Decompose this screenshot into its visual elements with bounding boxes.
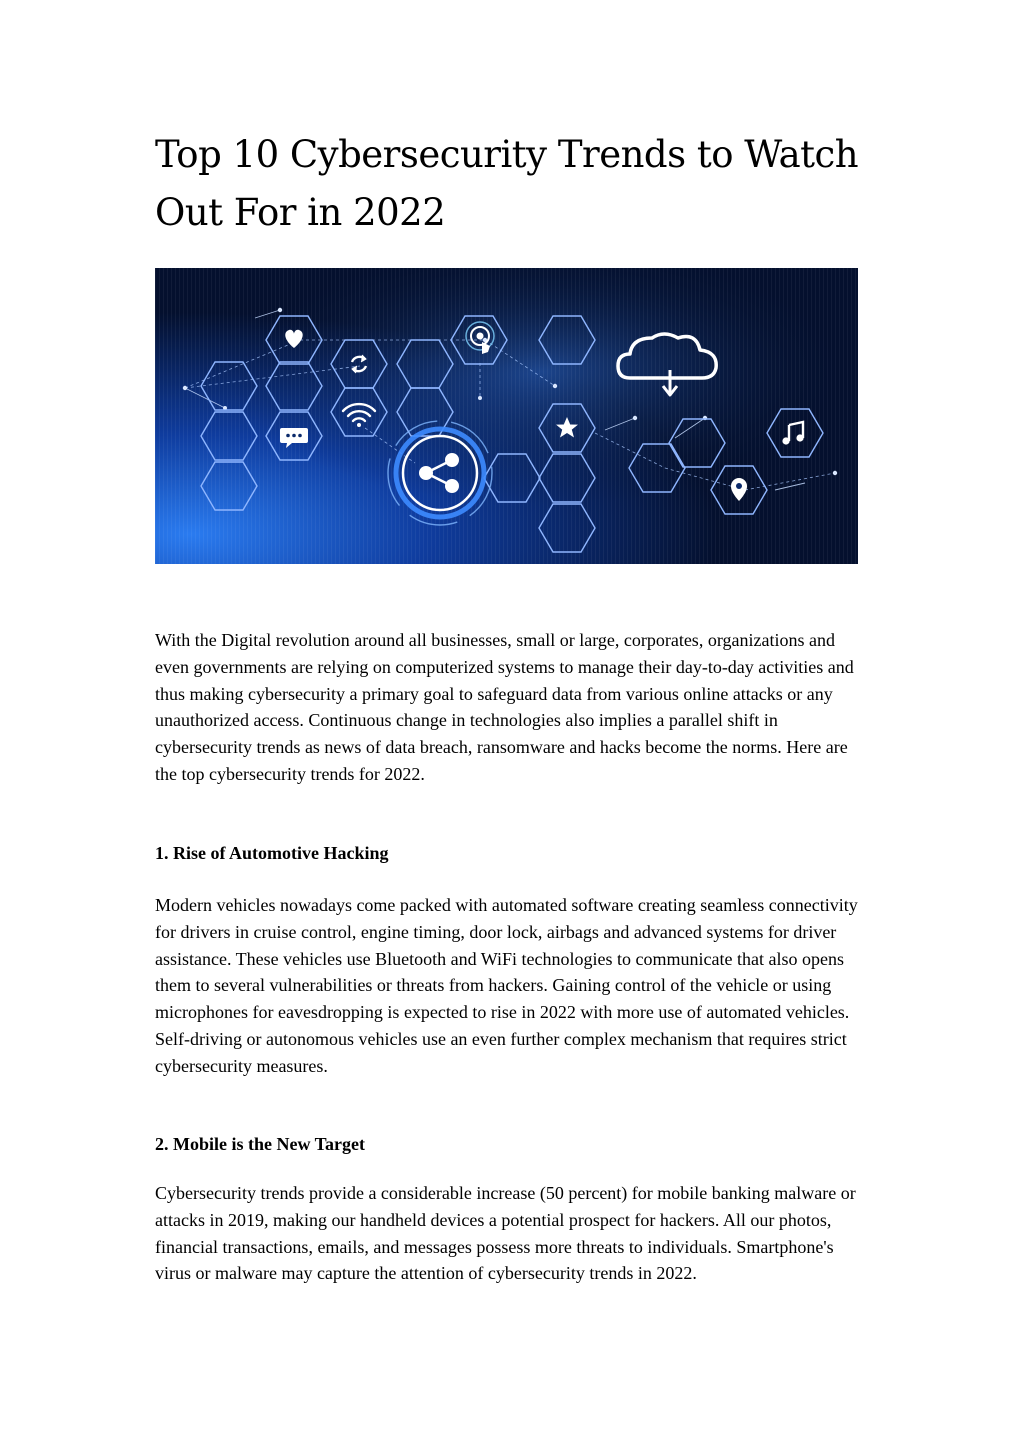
section-heading-mobile-target: 2. Mobile is the New Target — [155, 1134, 365, 1154]
cyber-network-illustration — [155, 268, 858, 564]
section-heading-automotive-hacking: 1. Rise of Automotive Hacking — [155, 843, 389, 863]
hero-image — [155, 268, 858, 564]
section-body-automotive-hacking: Modern vehicles nowadays come packed with automated software creating seamless connectivity for drivers in cruise control, engine timing, door lock, airbags and advanced systems for driver assistance. These vehicles use Bluetooth and WiFi technologies to communicate that also opens them to several vulnerabilities or threats from hackers. Gaining control of the vehicle or using microphones for eavesdropping is expected to rise in 2022 with more use of automated vehicles. Self-driving or autonomous vehicles use an even further complex mechanism that requires strict cybersecurity measures. — [155, 895, 858, 1076]
section-body-mobile-target: Cybersecurity trends provide a considerable increase (50 percent) for mobile banking malware or attacks in 2019, making our handheld devices a potential prospect for hackers. All our photos, financial transactions, emails, and messages possess more threats to individuals. Smartphone's virus or malware may capture the attention of cybersecurity trends in 2022. — [155, 1183, 856, 1284]
intro-paragraph: With the Digital revolution around all businesses, small or large, corporates, organizations and even governments are relying on computerized systems to manage their day-to-day activities and thus making cybersecurity a primary goal to safeguard data from various online attacks or any unauthorized access. Continuous change in technologies also implies a parallel shift in cybersecurity trends as news of data breach, ransomware and hacks become the norms. Here are the top cybersecurity trends for 2022. — [155, 630, 854, 784]
page-title: Top 10 Cybersecurity Trends to Watch Out For in 2022 — [155, 133, 859, 234]
